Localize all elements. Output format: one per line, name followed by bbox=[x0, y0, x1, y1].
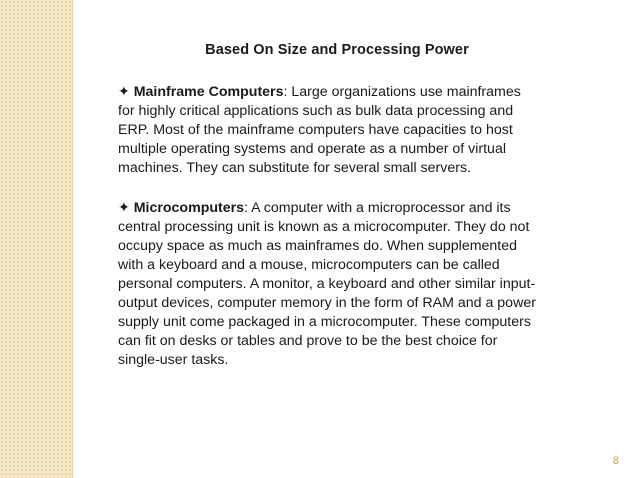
body-line: machines. They can substitute for several small servers. bbox=[118, 160, 471, 177]
bullet-first-line bbox=[118, 82, 598, 102]
star-bullet-icon: ✦ bbox=[118, 198, 130, 215]
body-line: with a keyboard and a mouse, microcomputers can be called bbox=[118, 256, 500, 273]
star-bullet-icon: ✦ bbox=[118, 83, 130, 99]
bullet-microcomputers bbox=[118, 198, 598, 371]
page-number: 8 bbox=[612, 455, 619, 467]
term-microcomputers: Microcomputers bbox=[133, 199, 245, 216]
term-mainframe: Mainframe Computers bbox=[133, 84, 284, 100]
body-line: occupy space as much as mainframes do. When supplemented bbox=[118, 237, 518, 254]
body-line: central processing unit is known as a microcomputer. They do not bbox=[118, 218, 530, 235]
body-line: output devices, computer memory in the form of RAM and a power bbox=[118, 295, 536, 312]
body-line: multiple operating systems and operate as a number of virtual bbox=[118, 141, 506, 158]
definition-start: : A computer with a microprocessor and its bbox=[244, 199, 511, 216]
bullet-mainframe bbox=[118, 82, 598, 178]
body-line: personal computers. A monitor, a keyboard and other similar input- bbox=[118, 275, 536, 292]
side-band-divider bbox=[72, 0, 73, 478]
definition-start: : Large organizations use mainframes bbox=[283, 84, 521, 100]
body-line: can fit on desks or tables and prove to be the best choice for bbox=[118, 333, 498, 350]
body-line: ERP. Most of the mainframe computers have capacities to host bbox=[118, 122, 513, 139]
bullet-first-line bbox=[118, 198, 598, 218]
slide-title: Based On Size and Processing Power bbox=[205, 42, 469, 58]
body-line: single-user tasks. bbox=[118, 352, 229, 369]
slide-body bbox=[118, 82, 598, 390]
body-line: supply unit come packaged in a microcomputer. These computers bbox=[118, 314, 531, 331]
body-line: for highly critical applications such as bulk data processing and bbox=[118, 103, 514, 120]
decorative-side-band bbox=[0, 0, 72, 478]
